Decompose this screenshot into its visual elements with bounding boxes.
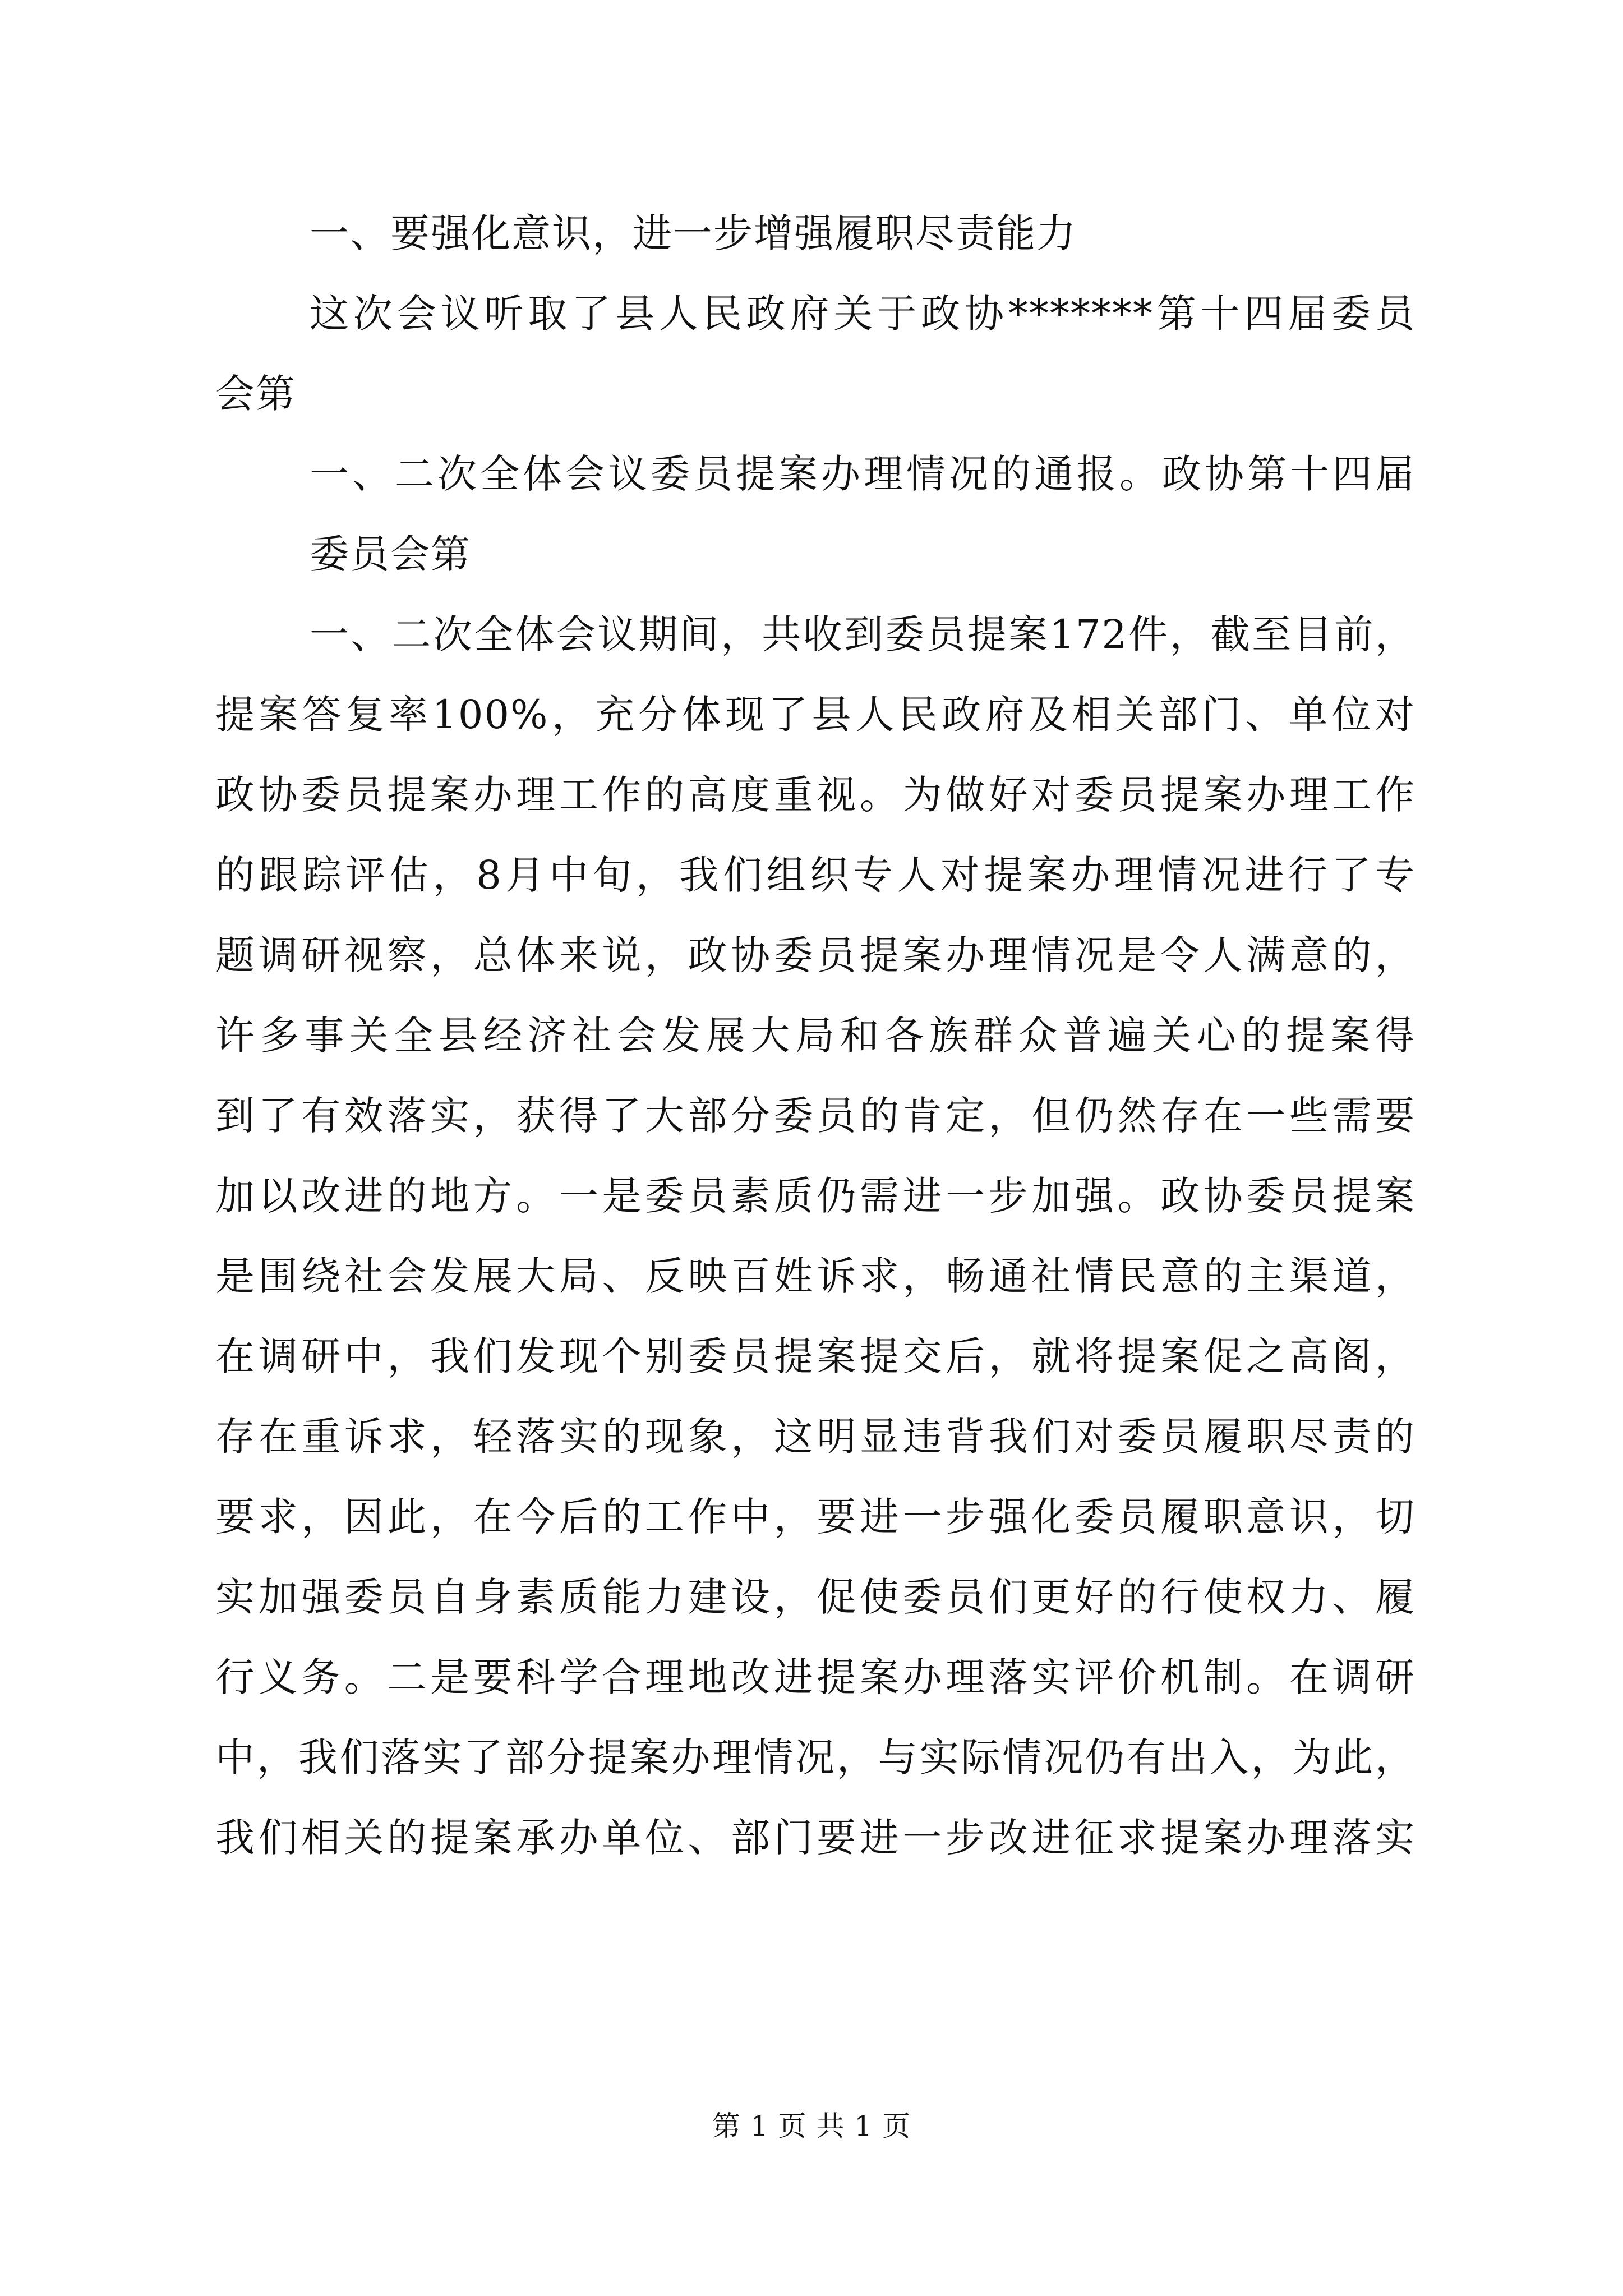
text-line: 题调研视察，总体来说，政协委员提案办理情况是令人满意的， xyxy=(215,932,1415,978)
text-line: 加以改进的地方。一是委员素质仍需进一步加强。政协委员提案 xyxy=(215,1173,1415,1219)
text-line: 政协委员提案办理工作的高度重视。为做好对委员提案办理工作 xyxy=(215,772,1415,818)
text-line: 一、二次全体会议期间，共收到委员提案172件，截至目前， xyxy=(310,611,1415,657)
page-number-footer: 第 1 页 共 1 页 xyxy=(712,2110,911,2142)
text-line: 我们相关的提案承办单位、部门要进一步改进征求提案办理落实 xyxy=(215,1815,1415,1861)
text-line: 存在重诉求，轻落实的现象，这明显违背我们对委员履职尽责的 xyxy=(215,1414,1415,1460)
text-line: 的跟踪评估，8月中旬，我们组织专人对提案办理情况进行了专 xyxy=(215,852,1415,898)
text-line: 到了有效落实，获得了大部分委员的肯定，但仍然存在一些需要 xyxy=(215,1093,1415,1139)
document-body xyxy=(215,194,1415,1878)
text-line: 这次会议听取了县人民政府关于政协*******第十四届委员 xyxy=(310,291,1415,337)
text-line: 一、二次全体会议委员提案办理情况的通报。政协第十四届 xyxy=(310,451,1415,497)
text-line: 是围绕社会发展大局、反映百姓诉求，畅通社情民意的主渠道， xyxy=(215,1253,1415,1299)
text-line: 提案答复率100%，充分体现了县人民政府及相关部门、单位对 xyxy=(215,692,1415,738)
text-line: 在调研中，我们发现个别委员提案提交后，就将提案促之高阁， xyxy=(215,1333,1415,1379)
text-line: 许多事关全县经济社会发展大局和各族群众普遍关心的提案得 xyxy=(215,1013,1415,1059)
text-line: 委员会第 xyxy=(310,531,471,577)
text-line: 要求，因此，在今后的工作中，要进一步强化委员履职意识，切 xyxy=(215,1494,1415,1540)
text-line: 会第 xyxy=(215,371,296,417)
text-line: 行义务。二是要科学合理地改进提案办理落实评价机制。在调研 xyxy=(215,1654,1415,1700)
heading-line: 一、要强化意识，进一步增强履职尽责能力 xyxy=(310,210,1077,256)
text-line: 实加强委员自身素质能力建设，促使委员们更好的行使权力、履 xyxy=(215,1574,1415,1620)
text-line: 中，我们落实了部分提案办理情况，与实际情况仍有出入，为此， xyxy=(215,1734,1415,1780)
